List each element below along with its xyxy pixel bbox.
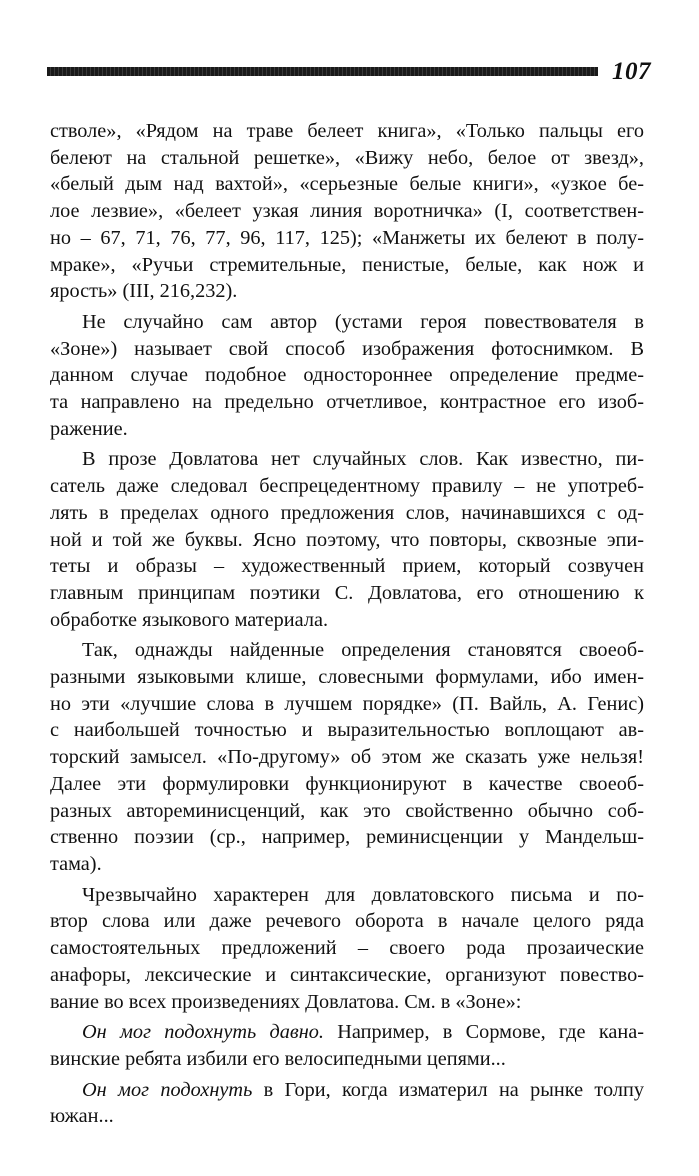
- text-line: Не случайно сам автор (устами героя повествователя в: [82, 310, 644, 333]
- paragraph: [50, 1019, 644, 1072]
- text-line: южан...: [50, 1105, 114, 1128]
- text-line: В прозе Довлатова нет случайных слов. Как известно, пи-: [82, 448, 644, 471]
- text-line: винские ребята избили его велосипедными цепями...: [50, 1047, 506, 1070]
- page-number: 107: [612, 58, 651, 85]
- text-line: но – 67, 71, 76, 77, 96, 117, 125); «Манжеты их белеют в полу-: [50, 226, 644, 249]
- text-line: обработке языкового материала.: [50, 608, 329, 631]
- paragraph: [50, 118, 644, 305]
- text-line: главным принципам поэтики С. Довлатова, его отношению к: [50, 581, 644, 604]
- text-line: сатель даже следовал беспрецедентному правилу – не употреб-: [50, 475, 644, 498]
- text-line: с наибольшей точностью и выразительностью воплощают ав-: [50, 719, 644, 742]
- text-line: Он мог подохнуть давно. Например, в Сормове, где кана-: [82, 1021, 644, 1044]
- text-line: разными языковыми клише, словесными формулами, ибо имен-: [50, 666, 644, 689]
- text-line: тама).: [50, 852, 102, 875]
- text-line: ственно поэзии (ср., например, реминисценции у Мандельш-: [50, 826, 644, 849]
- paragraph: [50, 637, 644, 877]
- text-line: ярость» (III, 216,232).: [50, 280, 238, 303]
- text-line: лять в пределах одного предложения слов, начинавшихся с од-: [50, 501, 644, 524]
- text-line: втор слова или даже речевого оборота в начале целого ряда: [50, 910, 644, 933]
- text-line: анафоры, лексические и синтаксические, организуют повество-: [50, 963, 644, 986]
- text-line: мраке», «Ручьи стремительные, пенистые, белые, как нож и: [50, 253, 644, 276]
- text-line: Он мог подохнуть в Гори, когда изматерил на рынке толпу: [82, 1078, 644, 1101]
- text-line: торский замысел. «По-другому» об этом же сказать уже нельзя!: [50, 746, 644, 769]
- text-line: та направлено на предельно отчетливое, контрастное его изоб-: [50, 391, 644, 414]
- paragraph: [50, 446, 644, 633]
- body-text: [50, 118, 644, 1130]
- paragraph: [50, 882, 644, 1016]
- text-line: стволе», «Рядом на траве белеет книга», «Только пальцы его: [50, 120, 644, 142]
- text-line: ной и той же буквы. Ясно поэтому, что повторы, сквозные эпи-: [50, 528, 644, 551]
- paragraph: [50, 309, 644, 443]
- text-line: Чрезвычайно характерен для довлатовского письма и по-: [82, 883, 644, 906]
- text-line: разных автореминисценций, как это свойственно обычно соб-: [50, 799, 644, 822]
- text-line: теты и образы – художественный прием, который созвучен: [50, 555, 644, 578]
- header-rule: [47, 67, 598, 76]
- text-line: данном случае подобное одностороннее определение предме-: [50, 364, 644, 387]
- text-line: самостоятельных предложений – своего рода прозаические: [50, 937, 644, 960]
- text-line: «Зоне») называет свой способ изображения фотоснимком. В: [50, 337, 644, 360]
- running-header: [47, 58, 651, 86]
- text-line: Так, однажды найденные определения становятся своеоб-: [82, 639, 644, 662]
- text-line: Далее эти формулировки функционируют в качестве своеоб-: [50, 772, 644, 795]
- text-line: белеют на стальной решетке», «Вижу небо, белое от звезд»,: [50, 146, 644, 169]
- text-line: «белый дым над вахтой», «серьезные белые книги», «узкое бе-: [50, 173, 644, 196]
- text-line: лое лезвие», «белеет узкая линия воротничка» (I, соответствен-: [50, 200, 644, 223]
- text-line: вание во всех произведениях Довлатова. См. в «Зоне»:: [50, 990, 522, 1013]
- text-line: ражение.: [50, 417, 128, 440]
- text-line: но эти «лучшие слова в лучшем порядке» (П. Вайль, А. Генис): [50, 692, 644, 715]
- paragraph: [50, 1077, 644, 1130]
